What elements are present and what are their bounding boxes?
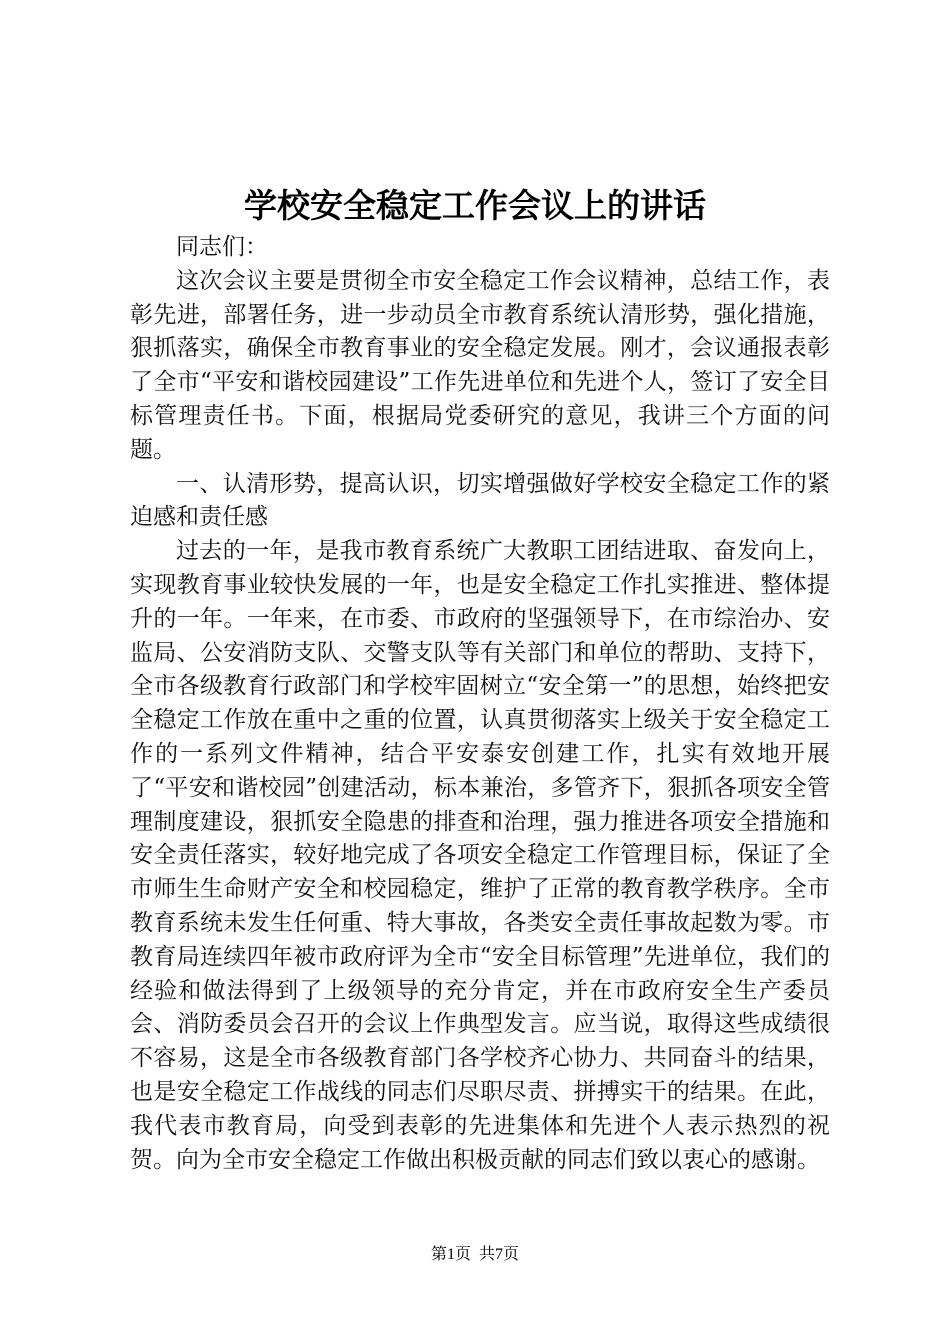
salutation-paragraph: 同志们： — [176, 234, 268, 260]
body-paragraph: 过去的一年，是我市教育系统广大教职工团结进取、奋发向上，实现教育事业较快发展的一年，也是安全稳定工作扎实推进、整体提升的一年。一年来，在市委、市政府的坚强领导下，在市综治办、安监局、公安消防支队、交警支队等有关部门和单位的帮助、支持下，全市各级教育行政部门和学校牢固树立“安全第一”的思想，始终把安全稳定工作放在重中之重的位置，认真贯彻落实上级关于安全稳定工作的一系列文件精神，结合平安泰安创建工作，扎实有效地开展了“平安和谐校园”创建活动，标本兼治，多管齐下，狠抓各项安全管理制度建设，狠抓安全隐患的排查和治理，强力推进各项安全措施和安全责任落实，较好地完成了各项安全稳定工作管理目标，保证了全市师生生命财产安全和校园稳定，维护了正常的教育教学秩序。全市教育系统未发生任何重、特大事故，各类安全责任事故起数为零。市教育局连续四年被市政府评为全市“安全目标管理”先进单位，我们的经验和做法得到了上级领导的充分肯定，并在市政府安全生产委员会、消防委员会召开的会议上作典型发言。应当说，取得这些成绩很不容易，这是全市各级教育部门各学校齐心协力、共同奋斗的结果，也是安全稳定工作战线的同志们尽职尽责、拼搏实干的结果。在此，我代表市教育局，向受到表彰的先进集体和先进个人表示热烈的祝贺。向为全市安全稳定工作做出积极贡献的同志们致以衷心的感谢。 — [130, 538, 830, 1173]
document-title: 学校安全稳定工作会议上的讲话 — [244, 186, 706, 225]
page-number: 第1页 — [430, 1246, 471, 1263]
document-body — [130, 231, 830, 1177]
intro-paragraph: 这次会议主要是贯彻全市安全稳定工作会议精神，总结工作，表彰先进，部署任务，进一步动员全市教育系统认清形势，强化措施，狠抓落实，确保全市教育事业的安全稳定发展。刚才，会议通报表彰了全市“平安和谐校园建设”工作先进单位和先进个人，签订了安全目标管理责任书。下面，根据局党委研究的意见，我讲三个方面的问题。 — [130, 267, 830, 463]
section-heading-paragraph: 一、认清形势，提高认识，切实增强做好学校安全稳定工作的紧迫感和责任感 — [130, 470, 830, 531]
page-footer — [0, 1243, 950, 1267]
page-total: 共7页 — [479, 1246, 520, 1263]
